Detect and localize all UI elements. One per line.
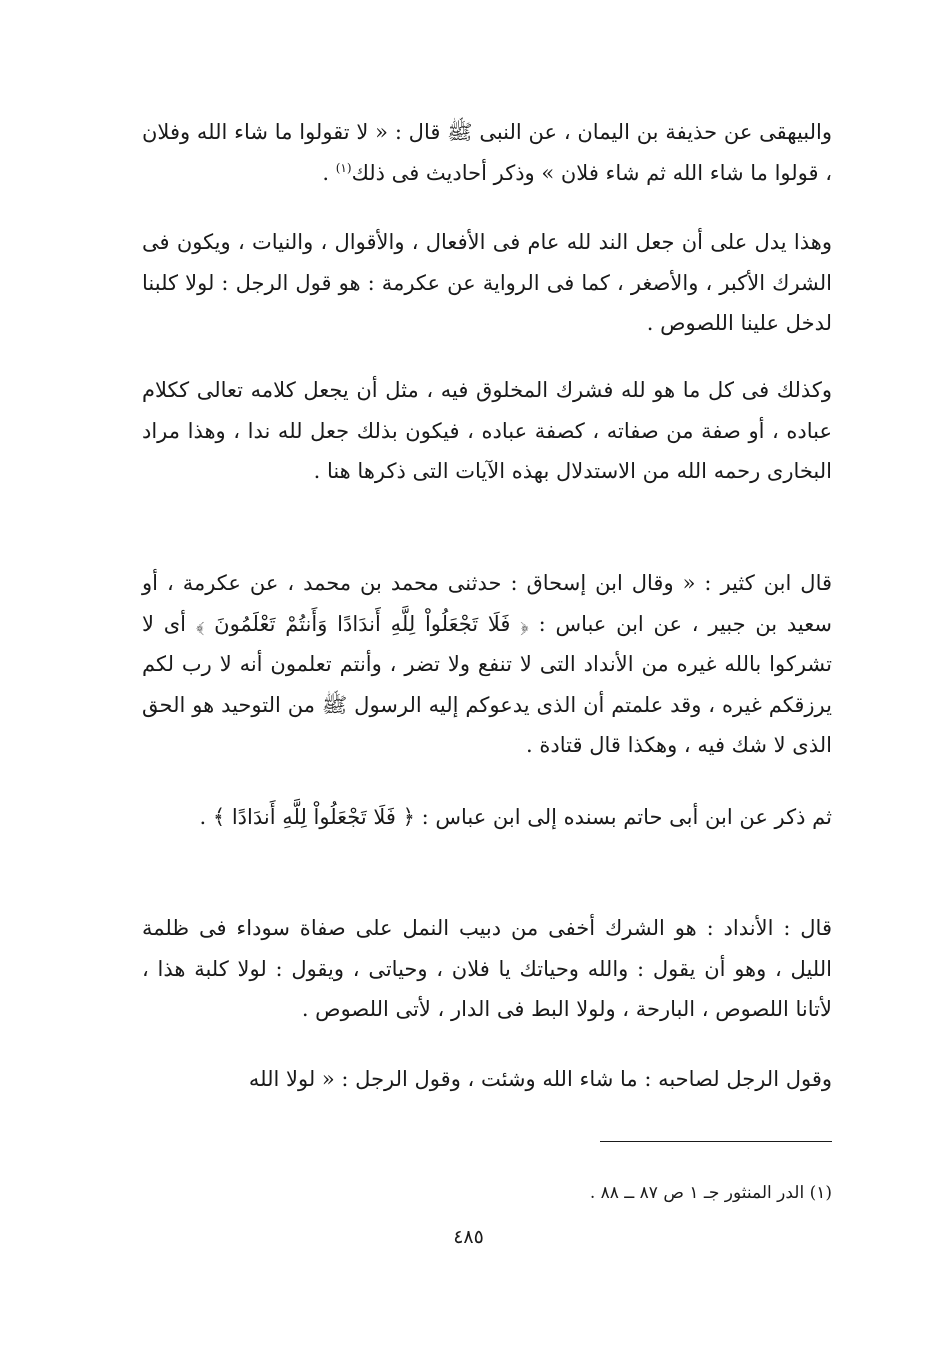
paragraph-1 xyxy=(142,112,832,193)
paragraph-2-text: وهذا يدل على أن جعل الند لله عام فى الأفعال ، والأقوال ، والنيات ، ويكون فى الشرك الأكبر ، والأصغر ، كما فى الرواية عن عكرمة : هو قول الرجل : لولا كلبنا لدخل علينا اللصوص . xyxy=(142,230,832,335)
footnote-divider xyxy=(600,1141,832,1142)
paragraph-3-text: وكذلك فى كل ما هو لله فشرك المخلوق فيه ، مثل أن يجعل كلامه تعالى ككلام عباده ، أو صفة من صفاته ، كصفة عباده ، فيكون بذلك جعل لله ندا ، وهذا مراد البخارى رحمه الله من الاستدلال بهذه الآيات التى ذكرها هنا . xyxy=(142,378,832,483)
paragraph-1-text: والبيهقى عن حذيفة بن اليمان ، عن النبى ﷺ قال : « لا تقولوا ما شاء الله وفلان ، قولوا ما شاء الله ثم شاء فلان » وذكر أحاديث فى ذلك xyxy=(142,120,832,185)
footnote: (١) الدر المنثور جـ ١ ص ٨٧ ــ ٨٨ . xyxy=(589,1183,832,1203)
footnote-marker[interactable]: (١) xyxy=(335,160,352,175)
paragraph-6-text: قال : الأنداد : هو الشرك أخفى من دبيب النمل على صفاة سوداء فى ظلمة الليل ، وهو أن يقول : والله وحياتك يا فلان ، وحياتى ، ويقول : لولا كلبة هذا ، لأتانا اللصوص ، البارحة ، ولولا البط فى الدار ، لأتى اللصوص . xyxy=(142,916,832,1021)
paragraph-4 xyxy=(142,563,832,766)
paragraph-7 xyxy=(142,1059,832,1100)
paragraph-3 xyxy=(142,370,832,492)
paragraph-6 xyxy=(142,908,832,1030)
paragraph-5-text: ثم ذكر عن ابن أبى حاتم بسنده إلى ابن عباس : ﴿ فَلَا تَجْعَلُواْ لِلَّهِ أَندَادًا ﴾ . xyxy=(199,805,832,829)
paragraph-2 xyxy=(142,222,832,344)
paragraph-7-text: وقول الرجل لصاحبه : ما شاء الله وشئت ، وقول الرجل : « لولا الله xyxy=(248,1067,832,1091)
page-number: ٤٨٥ xyxy=(453,1226,484,1248)
paragraph-1-end: . xyxy=(322,160,336,185)
paragraph-4-text: قال ابن كثير : « وقال ابن إسحاق : حدثنى محمد بن محمد ، عن عكرمة ، أو سعيد بن جبير ، عن ابن عباس : ﴿ فَلَا تَجْعَلُواْ لِلَّهِ أَندَادًا وَأَنتُمْ تَعْلَمُونَ ﴾ أى لا تشركوا بالله غيره من الأنداد التى لا تنفع ولا تضر ، وأنتم تعلمون أنه لا رب لكم يرزقكم غيره ، وقد علمتم أن الذى يدعوكم إليه الرسول ﷺ من التوحيد هو الحق الذى لا شك فيه ، وهكذا قال قتادة . xyxy=(142,571,832,757)
paragraph-5 xyxy=(142,797,832,838)
